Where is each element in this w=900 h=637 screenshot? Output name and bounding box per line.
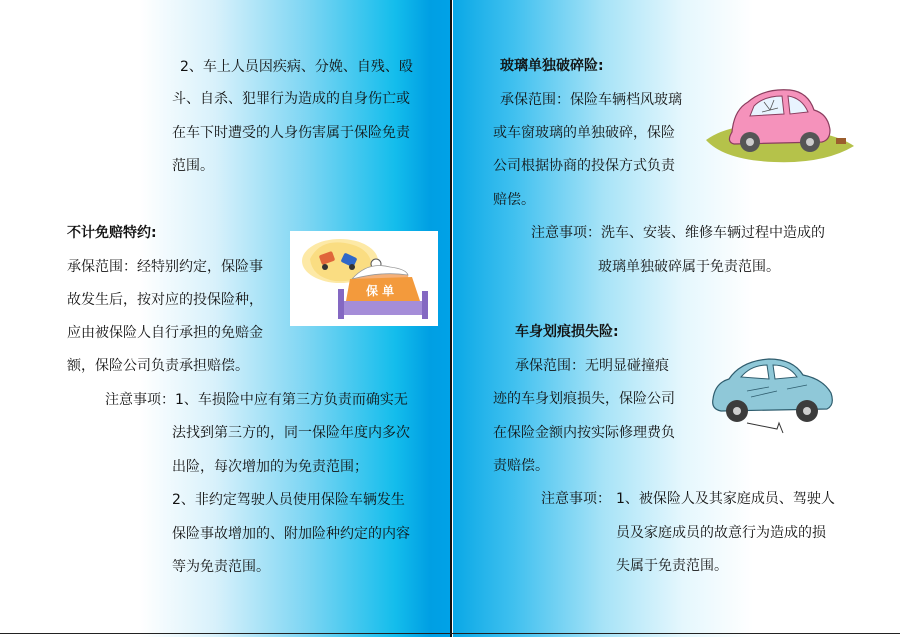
scratched-car-illustration: [707, 353, 839, 437]
scratch-coverage-line-1: 承保范围：无明显碰撞痕: [515, 358, 669, 374]
glass-coverage-line-4: 赔偿。: [493, 192, 535, 208]
scratch-notes-line-2: 员及家庭成员的故意行为造成的损: [616, 525, 826, 541]
para1-line-2: 斗、自杀、犯罪行为造成的自身伤亡或: [172, 91, 410, 107]
glass-coverage-line-1: 承保范围：保险车辆档风玻璃: [500, 92, 682, 108]
notes-line-5: 保险事故增加的、附加险种约定的内容: [172, 526, 410, 542]
section-title-deductible: 不计免赔特约:: [67, 225, 157, 241]
scratch-section-title: 车身划痕损失险:: [515, 324, 619, 340]
glass-notes-line-1: 注意事项：洗车、安装、维修车辆过程中造成的: [531, 225, 825, 241]
right-page: [453, 0, 900, 637]
page-divider: [450, 0, 452, 637]
scratch-coverage-line-2: 迹的车身划痕损失，保险公司: [493, 391, 675, 407]
notes-line-4: 2、非约定驾驶人员使用保险车辆发生: [172, 492, 405, 508]
scratch-notes-label: 注意事项：: [541, 491, 611, 507]
notes-line-1: 1、车损险中应有第三方负责而确实无: [175, 392, 408, 408]
notes-line-2: 法找到第三方的，同一保险年度内多次: [172, 425, 410, 441]
coverage-line-2: 故发生后，按对应的投保险种，: [67, 292, 263, 308]
notes-label: 注意事项：: [105, 392, 175, 408]
scratch-notes-line-1: 1、被保险人及其家庭成员、驾驶人: [616, 491, 835, 507]
policy-illustration-label: 保 单: [366, 284, 395, 298]
notes-line-6: 等为免责范围。: [172, 559, 270, 575]
broken-glass-car-illustration: [704, 80, 856, 166]
glass-notes-line-2: 玻璃单独破碎属于免责范围。: [598, 259, 780, 275]
scratch-coverage-line-3: 在保险金额内按实际修理费负: [493, 425, 675, 441]
coverage-line-1: 承保范围：经特别约定，保险事: [67, 259, 263, 275]
policy-illustration: [290, 231, 438, 326]
scratch-notes-line-3: 失属于免责范围。: [616, 558, 728, 574]
notes-line-3: 出险，每次增加的为免责范围；: [172, 459, 368, 475]
para1-line-3: 在车下时遭受的人身伤害属于保险免责: [172, 125, 410, 141]
scratch-coverage-line-4: 责赔偿。: [493, 458, 549, 474]
para1-line-4: 范围。: [172, 158, 214, 174]
glass-coverage-line-2: 或车窗玻璃的单独破碎，保险: [493, 125, 675, 141]
bottom-border: [0, 633, 900, 634]
glass-coverage-line-3: 公司根据协商的投保方式负责: [493, 158, 675, 174]
coverage-line-3: 应由被保险人自行承担的免赔金: [67, 325, 263, 341]
coverage-line-4: 额，保险公司负责承担赔偿。: [67, 358, 249, 374]
glass-section-title: 玻璃单独破碎险:: [500, 58, 604, 74]
para1-line-1: 2、车上人员因疾病、分娩、自残、殴: [180, 59, 413, 75]
